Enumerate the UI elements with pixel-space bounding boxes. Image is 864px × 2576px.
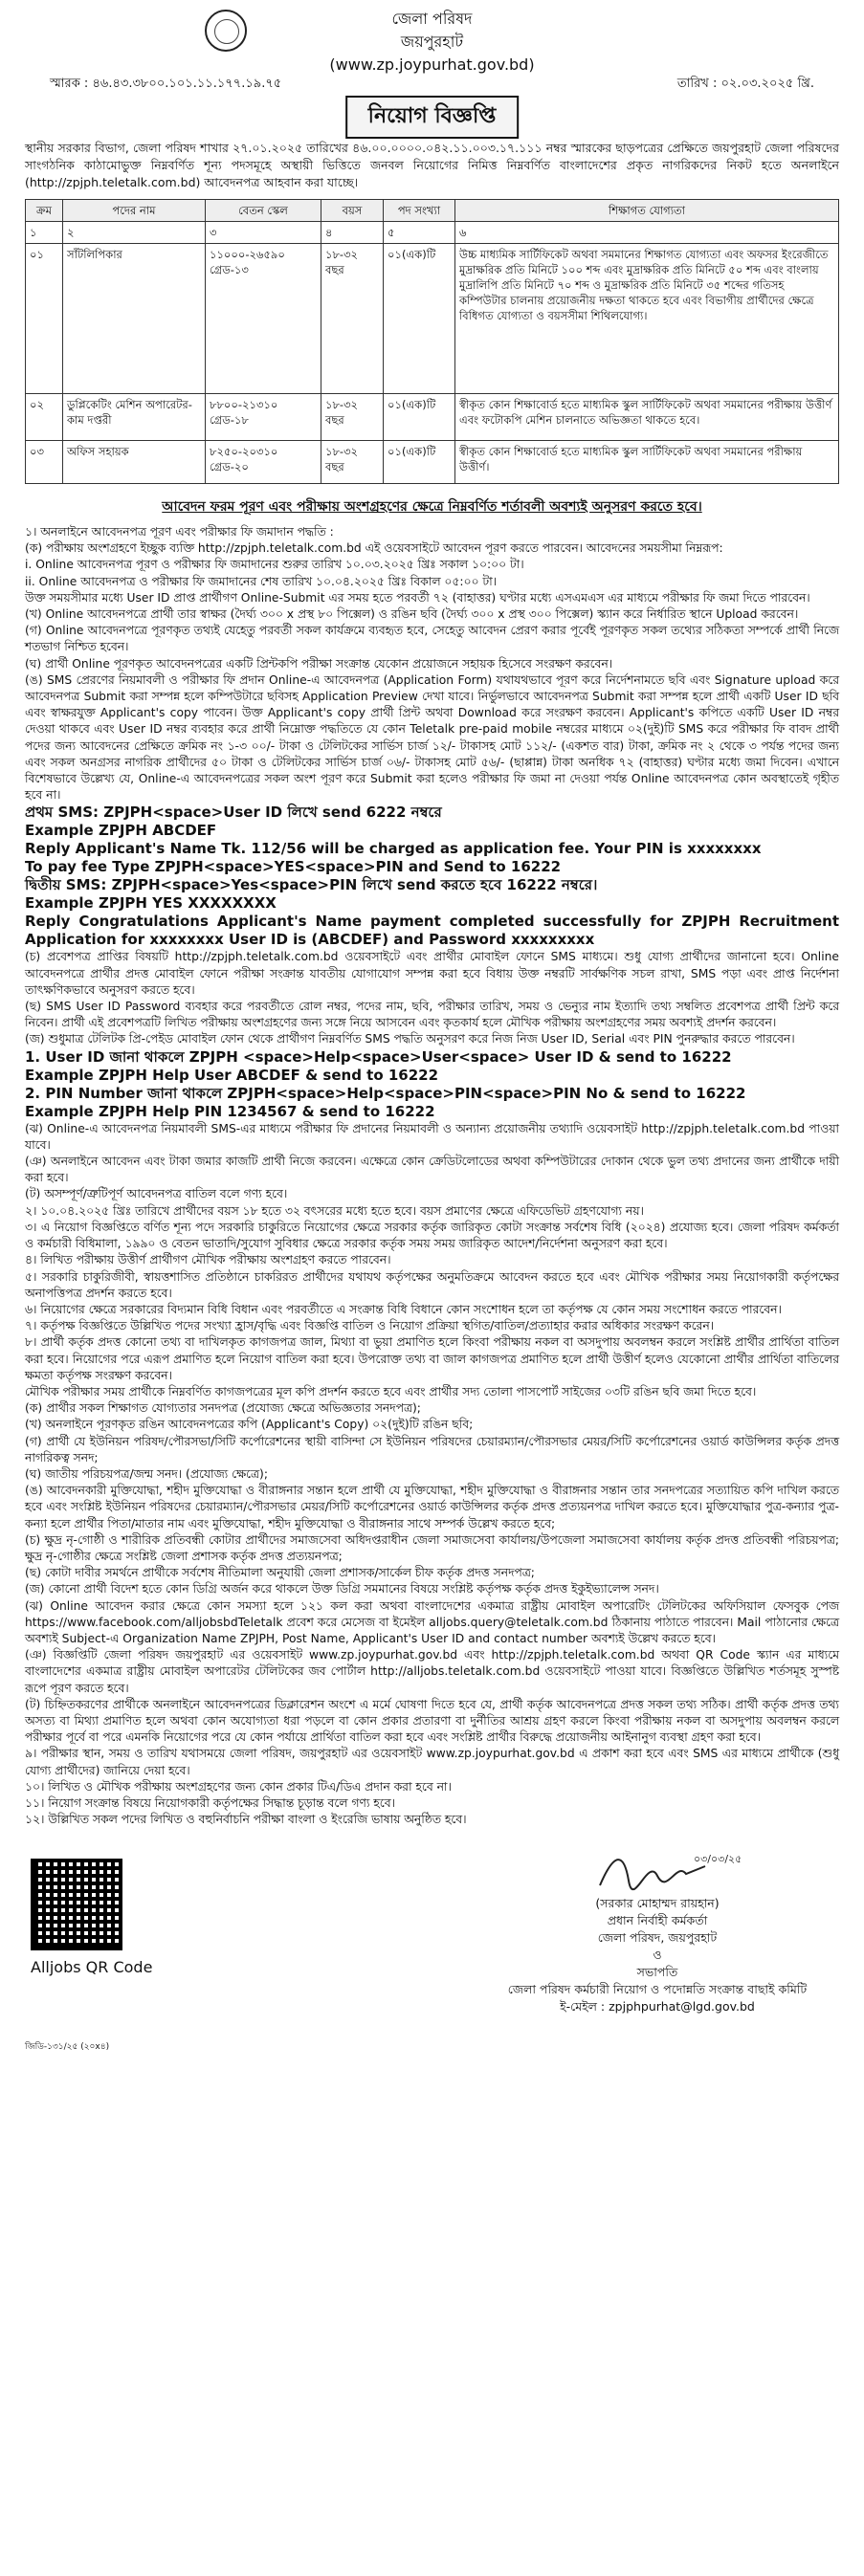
condition-paragraph: (খ) অনলাইনে পূরণকৃত রঙিন আবেদনপত্রের কপি (Applicant's Copy) ০২(দুই)টি রঙিন ছবি;: [25, 1418, 474, 1432]
condition-paragraph: (ছ) কোটা দাবীর সমর্থনে প্রার্থীকে সর্বশেষ নীতিমালা অনুযায়ী জেলা প্রশাসক/সার্কেল চীফ কর্তৃক প্রদত্ত সনদপত্র;: [25, 1566, 535, 1580]
column-number: ১: [26, 222, 63, 244]
handwritten-signature: [504, 1847, 810, 1895]
condition-paragraph: (ট) অসম্পূর্ণ/ত্রুটিপূর্ণ আবেদনপত্র বাতিল বলে গণ্য হবে।: [25, 1187, 288, 1201]
condition-paragraph: ii. Online আবেদনপত্র ও পরীক্ষার ফি জমাদানের শেষ তারিখ ১০.০৪.২০২৫ খ্রিঃ বিকাল ০৫:০০ টা।: [25, 574, 498, 588]
office-website: (www.zp.joypurhat.gov.bd): [329, 55, 535, 74]
column-header: পদের নাম: [63, 200, 206, 222]
serial-cell: ০৩: [26, 441, 63, 484]
condition-paragraph: ৪। লিখিত পরীক্ষায় উত্তীর্ণ প্রার্থীগণ মৌখিক পরীক্ষায় অংশগ্রহণ করতে পারবেন।: [25, 1253, 391, 1267]
table-row: [26, 441, 839, 484]
signatory-email: ই-মেইল : zpjphpurhat@lgd.gov.bd: [560, 1999, 755, 2015]
column-number: ৪: [321, 222, 384, 244]
condition-paragraph: ১১। নিয়োগ সংক্রান্ত বিষয়ে নিয়োগকারী কর্তৃপক্ষের সিদ্ধান্ত চূড়ান্ত বলে গণ্য হবে।: [25, 1796, 395, 1810]
condition-paragraph: i. Online আবেদনপত্র পূরণ ও পরীক্ষার ফি জমাদানের শুরুর তারিখ ১০.০৩.২০২৫ খ্রিঃ সকাল ১০:০০ টা।: [25, 558, 524, 572]
post-name-cell: সাঁটলিপিকার: [63, 244, 206, 394]
issue-date: তারিখ : ০২.০৩.২০২৫ খ্রি.: [676, 77, 814, 91]
condition-paragraph: উক্ত সময়সীমার মধ্যে User ID প্রাপ্ত প্রার্থীগণ Online-Submit এর সময় হতে পরবর্তী ৭২ (বাহাত্তর) ঘণ্টার মধ্যে এসএমএস এর মাধ্যমে পরীক্ষার ফি জমা দিতে পারবেন।: [25, 590, 810, 605]
serial-cell: ০১: [26, 244, 63, 394]
signatory-committee: জেলা পরিষদ কর্মচারী নিয়োগ ও পদোন্নতি সংক্রান্ত বাছাই কমিটি: [507, 1982, 808, 1997]
condition-paragraph: (ঘ) প্রার্থী Online পূরণকৃত আবেদনপত্রের একটি প্রিন্টকপি পরীক্ষা সংক্রান্ত যেকোন প্রয়োজনে সহায়ক হিসেবে সংরক্ষণ করবেন।: [25, 656, 613, 671]
condition-paragraph: ৯। পরীক্ষার স্থান, সময় ও তারিখ যথাসময়ে জেলা পরিষদ, জয়পুরহাট এর ওয়েবসাইট www.zp.joypurhat.gov.bd এ প্রকাশ করা হবে এবং SMS এর মাধ্যমে প্রার্থীকে (শুধু যোগ্য প্রার্থীদের) জানিয়ে দেয়া হবে।: [25, 1747, 839, 1777]
conditions-heading: আবেদন ফরম পূরণ এবং পরীক্ষায় অংশগ্রহণের ক্ষেত্রে নিম্নবর্ণিত শর্তাবলী অবশ্যই অনুসরণ করতে হবে।: [162, 499, 702, 515]
table-row: [26, 244, 839, 394]
post-name-cell: ডুপ্লিকেটিং মেশিন অপারেটর-কাম দপ্তরী: [63, 394, 206, 441]
condition-paragraph: ৩। এ নিয়োগ বিজ্ঞপ্তিতে বর্ণিত শূন্য পদে সরকারি চাকুরিতে নিয়োগের ক্ষেত্রে সরকার কর্তৃক জারিকৃত কোটা সংক্রান্ত সর্বশেষ বিধি (২০২৪) প্রযোজ্য হবে। জেলা পরিষদ কর্মকর্তা ও কর্মচারী বিধিমালা, ১৯৯০ ও বেতন ভাতাদি/সুযোগ সুবিধার ক্ষেত্রে সরকার কর্তৃক সময় সময় জারিকৃত আদেশ/নির্দেশনা অনুসরণ করা হবে।: [25, 1220, 839, 1251]
condition-paragraph: (ঙ) আবেদনকারী মুক্তিযোদ্ধা, শহীদ মুক্তিযোদ্ধা ও বীরাঙ্গনার সন্তান হলে প্রার্থী যে মুক্তিযোদ্ধা, শহীদ মুক্তিযোদ্ধা ও বীরাঙ্গনার সন্তান তার সনদপত্রের সত্যায়িত কপি দাখিল করতে হবে এবং সংশ্লিষ্ট ইউনিয়ন পরিষদের চেয়ারম্যান/পৌরসভার মেয়র/সিটি কর্পোরেশনের ওয়ার্ড কাউন্সিলর কর্তৃক প্রদত্ত প্রত্যয়নপত্র দাখিল করতে হবে। মুক্তিযোদ্ধার পুত্র-কন্যার পুত্র-কন্যা হলে প্রার্থীর পিতা/মাতার নাম এবং মুক্তিযোদ্ধা, শহীদ মুক্তিযোদ্ধা ও বীরাঙ্গনার সাথে সম্পর্ক উল্লেখ করতে হবে;: [25, 1484, 839, 1530]
condition-paragraph: ৫। সরকারি চাকুরিজীবী, স্বায়ত্তশাসিত প্রতিষ্ঠানে চাকরিরত প্রার্থীদের যথাযথ কর্তৃপক্ষের অনুমতিক্রমে আবেদন করতে হবে এবং মৌখিক পরীক্ষার সময় নিয়োগকারী কর্তৃপক্ষের অনাপত্তিপত্র প্রদর্শন করতে হবে।: [25, 1269, 839, 1300]
column-number: ৬: [455, 222, 839, 244]
signature-area: [25, 1847, 839, 2058]
condition-paragraph: (ক) প্রার্থীর সকল শিক্ষাগত যোগ্যতার সনদপত্র (প্রযোজ্য ক্ষেত্রে অভিজ্ঞতার সনদপত্র);: [25, 1401, 421, 1416]
condition-paragraph: (ঘ) জাতীয় পরিচয়পত্র/জন্ম সনদ। (প্রযোজ্য ক্ষেত্রে);: [25, 1466, 268, 1481]
condition-paragraph: Example ZPJPH Help User ABCDEF & send to 16222: [25, 1066, 439, 1084]
pay-scale-cell: ১১০০০-২৬৫৯০ গ্রেড-১৩: [206, 244, 321, 394]
qr-code-label: Alljobs QR Code: [31, 1958, 153, 1977]
vacancy-cell: ০১(এক)টি: [384, 441, 455, 484]
age-cell: ১৮-৩২ বছর: [321, 244, 384, 394]
condition-paragraph: (জ) কোনো প্রার্থী বিদেশ হতে কোন ডিগ্রি অর্জন করে থাকলে উক্ত ডিগ্রি সমমানের বিষয়ে সংশ্লিষ্ট কর্তৃপক্ষ কর্তৃক প্রদত্ত ইকুইভ্যালেন্স সনদ।: [25, 1582, 659, 1596]
condition-paragraph: (গ) প্রার্থী যে ইউনিয়ন পরিষদ/পৌরসভা/সিটি কর্পোরেশনের স্থায়ী বাসিন্দা সে ইউনিয়ন পরিষদের চেয়ারম্যান/পৌরসভার মেয়র/সিটি কর্পোরেশনের ওয়ার্ড কাউন্সিলর কর্তৃক প্রদত্ত নাগরিকত্ব সনদ;: [25, 1434, 839, 1464]
condition-paragraph: (চ) ক্ষুদ্র নৃ-গোষ্ঠী ও শারীরিক প্রতিবন্ধী কোটার প্রার্থীদের সমাজসেবা অধিদপ্তরাধীন জেলা সমাজসেবা কার্যালয়/উপজেলা সমাজসেবা কার্যালয় কর্তৃক প্রদত্ত প্রতিবন্ধী পরিচয়পত্র; ক্ষুদ্র নৃ-গোষ্ঠীর ক্ষেত্রে সংশ্লিষ্ট জেলা প্রশাসক কর্তৃক প্রদত্ত প্রত্যয়নপত্র;: [25, 1532, 839, 1563]
condition-paragraph: 1. User ID জানা থাকলে ZPJPH <space>Help<space>User<space> User ID & send to 16222: [25, 1047, 732, 1066]
condition-paragraph: প্রথম SMS: ZPJPH<space>User ID লিখে send 6222 নম্বরে: [25, 804, 442, 822]
serial-cell: ০২: [26, 394, 63, 441]
print-footnote: জিডি-১৩১/২৫ (২০x৪): [25, 2042, 110, 2053]
posts-table: [25, 199, 839, 484]
condition-paragraph: মৌখিক পরীক্ষার সময় প্রার্থীকে নিম্নবর্ণিত কাগজপত্রের মূল কপি প্রদর্শন করতে হবে এবং প্রার্থীর সদ্য তোলা পাসপোর্ট সাইজের ০৩টি রঙিন ছবি জমা দিতে হবে।: [25, 1384, 757, 1398]
table-row: [26, 394, 839, 441]
condition-paragraph: (খ) Online আবেদনপত্রে প্রার্থী তার স্বাক্ষর (দৈর্ঘ্য ৩০০ x প্রস্থ ৮০ পিক্সেল) ও রঙিন ছবি (দৈর্ঘ্য ৩০০ x প্রস্থ ৩০০ পিক্সেল) স্ক্যান করে নির্ধারিত স্থানে Upload করবেন।: [25, 607, 799, 622]
memo-number: স্মারক : ৪৬.৪৩.৩৮০০.১০১.১১.১৭৭.১৯.৭৫: [50, 77, 282, 91]
condition-paragraph: (গ) Online আবেদনপত্রে পূরণকৃত তথ্যই যেহেতু পরবর্তী সকল কার্যক্রমে ব্যবহৃত হবে, সেহেতু আবেদন প্রেরণ করার পূর্বেই পূরণকৃত সকল তথ্যের সঠিকতা সম্পর্কে প্রার্থী নিজে শতভাগ নিশ্চিত হবেন।: [25, 624, 839, 654]
qr-code-icon: [31, 1859, 122, 1950]
condition-paragraph: (ঞ) অনলাইনে আবেদন এবং টাকা জমার কাজটি প্রার্থী নিজে করবেন। এক্ষেত্রে কোন ক্রেডিটলোডের অথবা কম্পিউটারের দোকান থেকে ভুল তথ্য প্রদানের জন্য প্রার্থীকে দায়ী করা হবে।: [25, 1155, 839, 1185]
signatory-office: জেলা পরিষদ, জয়পুরহাট: [597, 1930, 718, 1946]
post-name-cell: অফিস সহায়ক: [63, 441, 206, 484]
intro-paragraph: স্থানীয় সরকার বিভাগ, জেলা পরিষদ শাখার ২৭.০১.২০২৫ তারিখের ৪৬.০০.০০০০.০৪২.১১.০০৩.১৭.১১১ নম্বর স্মারকের ছাড়পত্রের প্রেক্ষিতে জয়পুরহাট জেলা পরিষদের সাংগঠনিক কাঠামোভুক্ত নিম্নবর্ণিত শূন্য পদসমূহে অস্থায়ী ভিত্তিতে জনবল নিয়োগের নিমিত্ত নিম্নবর্ণিত বাংলাদেশের প্রকৃত নাগরিকদের নিকট হতে অনলাইনে (http://zpjph.teletalk.com.bd) আবেদনপত্র আহবান করা যাচ্ছে।: [25, 141, 839, 189]
table-header-row: [26, 200, 839, 222]
condition-paragraph: Example ZPJPH ABCDEF: [25, 822, 217, 840]
column-number: ৩: [206, 222, 321, 244]
condition-paragraph: ৮। প্রার্থী কর্তৃক প্রদত্ত কোনো তথ্য বা দাখিলকৃত কাগজপত্র জাল, মিথ্যা বা ভুয়া প্রমাণিত হলে কিংবা পরীক্ষায় নকল বা অসদুপায় অবলম্বন করলে সংশ্লিষ্ট প্রার্থীর প্রার্থিতা বাতিল করা হবে। নিয়োগের পরে এরূপ প্রমাণিত হলে নিয়োগ বাতিল করা হবে। উপরোক্ত তথ্য বা জাল কাগজপত্র প্রমাণিত হলে প্রার্থী উত্তীর্ণ হলেও যেকোনো প্রার্থীর প্রার্থিতা বাতিলের ক্ষমতা কর্তৃপক্ষ সংরক্ষণ করবেন।: [25, 1335, 839, 1382]
condition-paragraph: (ক) পরীক্ষায় অংশগ্রহণে ইচ্ছুক ব্যক্তি http://zpjph.teletalk.com.bd এই ওয়েবসাইটে আবেদন পূরণ করতে পারবেন। আবেদনের সময়সীমা নিম্নরূপ:: [25, 541, 723, 556]
vacancy-cell: ০১(এক)টি: [384, 394, 455, 441]
column-header: শিক্ষাগত যোগ্যতা: [455, 200, 839, 222]
age-cell: ১৮-৩২ বছর: [321, 441, 384, 484]
condition-paragraph: (ঙ) SMS প্রেরণের নিয়মাবলী ও পরীক্ষার ফি প্রদান Online-এ আবেদনপত্র (Application Form) যথাযথভাবে পূরণ করে নির্দেশনামতে ছবি এবং Signature upload করে আবেদনপত্র Submit করা সম্পন্ন হলে কম্পিউটারে ছবিসহ Application Preview দেখা যাবে। নির্ভুলভাবে আবেদনপত্র Submit করা সম্পন্ন হলে প্রার্থী একটি User ID ছবি এবং স্বাক্ষরযুক্ত Applicant's copy পাবেন। উক্ত Applicant's copy প্রার্থী প্রিন্ট অথবা Download করে সংরক্ষণ করবেন। Applicant's কপিতে একটি User ID নম্বর দেওয়া থাকবে এবং User ID নম্বর ব্যবহার করে প্রার্থী নিম্নোক্ত পদ্ধতিতে যে কোন Teletalk pre-paid mobile নম্বরের মাধ্যমে ০২(দুই)টি SMS করে পরীক্ষার ফি বাবদ প্রার্থী পদের জন্য আবেদনের প্রেক্ষিতে ক্রমিক নং ১-৩ ০০/- টাকা ও টেলিটকের সার্ভিস চার্জ ১২/- টাকাসহ মোট ১১২/- (একশত বার) টাকা, ক্রমিক নং ২ থেকে ৩ পর্যন্ত পদের জন্য এবং সকল অনগ্রসর নাগরিক প্রার্থীদের ৫০ টাকা ও টেলিটকের সার্ভিস চার্জ ০৬/- টাকাসহ মোট ৫৬/- (ছাপ্পান্ন) টাকা অনধিক ৭২ (বাহাত্তর) ঘণ্টার মধ্যে জমা দিবেন। এখানে বিশেষভাবে উল্লেখ্য যে, Online-এ আবেদনপত্রের সকল অংশ পূরণ করে Submit করা হলেও পরীক্ষার ফি জমা না দেওয়া পর্যন্ত Online আবেদনপত্র কোন অবস্থাতেই গৃহীত হবে না।: [25, 672, 839, 803]
column-header: বয়স: [321, 200, 384, 222]
condition-paragraph: (ট) চিহ্নিতকরণের প্রার্থীকে অনলাইনে আবেদনপত্রের ডিক্লারেশন অংশে এ মর্মে ঘোষণা দিতে হবে যে, প্রার্থী কর্তৃক আবেদনপত্রে প্রদত্ত সকল তথ্য সঠিক। প্রার্থী কর্তৃক প্রদত্ত তথ্য অসত্য বা মিথ্যা প্রমাণিত হলে অথবা কোন অযোগ্যতা ধরা পড়লে বা কোন প্রকার প্রতারণা বা দুর্নীতির আশ্রয় গ্রহণ করলে কিংবা পরীক্ষায় নকল বা অসদুপায় অবলম্বন করলে পরীক্ষার পূর্বে বা পরে এমনকি নিয়োগের পরে যে কোন পর্যায়ে প্রার্থিতা বাতিল করা হবে এবং সংশ্লিষ্ট প্রার্থীর বিরুদ্ধে প্রয়োজনীয় আইনানুগ ব্যবস্থা গ্রহণ করা হবে।: [25, 1697, 839, 1745]
qualification-cell: উচ্চ মাধ্যমিক সার্টিফিকেট অথবা সমমানের শিক্ষাগত যোগ্যতা এবং অফসর ইংরেজীতে মুদ্রাক্ষরিক প্রতি মিনিটে ১০০ শব্দ এবং মুদ্রাক্ষরিক প্রতি মিনিটে ৫০ শব্দ এবং বাংলায় মুদ্রালিপি প্রতি মিনিটে ৭০ শব্দ ও মুদ্রাক্ষরিক প্রতি মিনিটে ৩৫ শব্দের গতিসহ কম্পিউটার চালনায় প্রয়োজনীয় দক্ষতা থাকতে হবে এবং বিভাগীয় প্রার্থীদের ক্ষেত্রে বিধিগত যোগ্যতা ও বয়সসীমা শিথিলযোগ্য।: [455, 244, 839, 394]
condition-paragraph: Example ZPJPH YES XXXXXXXX: [25, 894, 277, 913]
condition-paragraph: (ঝ) Online-এ আবেদনপত্র নিয়মাবলী SMS-এর মাধ্যমে পরীক্ষার ফি প্রদানের নিয়মাবলী ও অন্যান্য প্রয়োজনীয় তথ্যাদি ওয়েবসাইট http://zpjph.teletalk.com.bd পাওয়া যাবে।: [25, 1121, 839, 1152]
condition-paragraph: Reply Applicant's Name Tk. 112/56 will be charged as application fee. Your PIN is xxxxxxxx: [25, 840, 762, 858]
condition-paragraph: ১০। লিখিত ও মৌখিক পরীক্ষায় অংশগ্রহণের জন্য কোন প্রকার টিএ/ডিএ প্রদান করা হবে না।: [25, 1779, 452, 1794]
condition-paragraph: To pay fee Type ZPJPH<space>YES<space>PIN and Send to 16222: [25, 858, 562, 876]
condition-paragraph: ২। ১০.০৪.২০২৫ খ্রিঃ তারিখে প্রার্থীদের বয়স ১৮ হতে ৩২ বৎসরের মধ্যে হতে হবে। বয়স প্রমাণের ক্ষেত্রে এফিডেভিট গ্রহণযোগ্য নয়।: [25, 1203, 644, 1218]
condition-paragraph: ১। অনলাইনে আবেদনপত্র পূরণ এবং পরীক্ষার ফি জমাদান পদ্ধতি :: [25, 525, 334, 539]
condition-paragraph: (ছ) SMS User ID Password ব্যবহার করে পরবর্তীতে রোল নম্বর, পদের নাম, ছবি, পরীক্ষার তারিখ, সময় ও ভেন্যুর নাম ইত্যাদি তথ্য সম্বলিত প্রবেশপত্র প্রার্থী প্রিন্ট করে নিবেন। প্রার্থী এই প্রবেশপত্রটি লিখিত পরীক্ষায় অংশগ্রহণের জন্য সঙ্গে নিয়ে আসবেন এবং কৃতকার্য হলে মৌখিক পরীক্ষায় অংশগ্রহণের সময় অবশ্যই প্রদর্শন করবেন।: [25, 1000, 839, 1030]
condition-paragraph: (চ) প্রবেশপত্র প্রাপ্তির বিষয়টি http://zpjph.teletalk.com.bd ওয়েবসাইটে এবং প্রার্থীর মোবাইল ফোনে SMS মাধ্যমে। শুধু যোগ্য প্রার্থীদের জানানো হবে। Online আবেদনপত্রে প্রার্থীর প্রদত্ত মোবাইল ফোনে পরীক্ষা সংক্রান্ত যাবতীয় যোগাযোগ সম্পন্ন করা হবে বিধায় উক্ত নম্বরটি সার্বক্ষণিক সচল রাখা, SMS পড়া এবং প্রাপ্ত নির্দেশনা তাৎক্ষণিকভাবে অনুসরণ করতে হবে।: [25, 950, 839, 997]
column-header: বেতন স্কেল: [206, 200, 321, 222]
condition-paragraph: Reply Congratulations Applicant's Name payment completed successfully for ZPJPH Recruitment Application for xxxxxxxx User ID is (ABCDEF) and Password xxxxxxxxx: [25, 913, 839, 949]
column-number: ৫: [384, 222, 455, 244]
pay-scale-cell: ৮২৫০-২০৩১০ গ্রেড-২০: [206, 441, 321, 484]
condition-paragraph: (জ) শুধুমাত্র টেলিটক প্রি-পেইড মোবাইল ফোন থেকে প্রার্থীগণ নিম্নবর্ণিত SMS পদ্ধতি অনুসরণ করে নিজ নিজ User ID, Serial এবং PIN পুনরুদ্ধার করতে পারবেন।: [25, 1032, 795, 1046]
condition-paragraph: ১২। উল্লিখিত সকল পদের লিখিত ও বহুনির্বাচনি পরীক্ষা বাংলা ও ইংরেজি ভাষায় অনুষ্ঠিত হবে।: [25, 1813, 467, 1827]
condition-paragraph: Example ZPJPH Help PIN 1234567 & send to 16222: [25, 1102, 435, 1120]
table-number-row: [26, 222, 839, 244]
signature-scribble-icon: [562, 1847, 753, 1895]
condition-paragraph: (ঞ) বিজ্ঞপ্তিটি জেলা পরিষদ জয়পুরহাট এর ওয়েবসাইট www.zp.joypurhat.gov.bd এবং http://zpjph.teletalk.com.bd অথবা QR Code স্ক্যান এর মাধ্যমে বাংলাদেশের একমাত্র রাষ্ট্রীয় মোবাইল অপারেটর টেলিটকের জব পোর্টাল http://alljobs.teletalk.com.bd ওয়েবসাইটে পাওয়া যাবে। বিজ্ঞপ্তিতে উল্লিখিত শর্তসমূহ সুস্পষ্ট রূপে পূরণ করতে হবে।: [25, 1648, 839, 1695]
qualification-cell: স্বীকৃত কোন শিক্ষাবোর্ড হতে মাধ্যমিক স্কুল সার্টিফিকেট অথবা সমমানের পরীক্ষায় উত্তীর্ণ এবং ফটোকপি মেশিন চালনাতে অভিজ্ঞতা থাকতে হবে।: [455, 394, 839, 441]
vacancy-cell: ০১(এক)টি: [384, 244, 455, 394]
notice-title: নিয়োগ বিজ্ঞপ্তি: [345, 96, 520, 139]
signatory-name: (সরকার মোহাম্মদ রায়হান): [595, 1896, 720, 1911]
condition-paragraph: দ্বিতীয় SMS: ZPJPH<space>Yes<space>PIN লিখে send করতে হবে 16222 নম্বরে।: [25, 876, 598, 894]
office-name: জেলা পরিষদ: [391, 10, 473, 28]
age-cell: ১৮-৩২ বছর: [321, 394, 384, 441]
signatory-and: ও: [653, 1948, 662, 1963]
office-district: জয়পুরহাট: [400, 33, 464, 51]
document-header: [25, 0, 839, 128]
condition-paragraph: ৭। কর্তৃপক্ষ বিজ্ঞপ্তিতে উল্লিখিত পদের সংখ্যা হ্রাস/বৃদ্ধি এবং বিজ্ঞপ্তি বাতিল ও নিয়োগ প্রক্রিয়া স্থগিত/বাতিল/প্রত্যাহার করার অধিকার সংরক্ষণ করেন।: [25, 1319, 715, 1333]
signatory-role: সভাপতি: [636, 1965, 678, 1980]
column-number: ২: [63, 222, 206, 244]
signature-block: [504, 1847, 810, 2015]
office-name-block: [25, 8, 839, 77]
signatory-title: প্রধান নির্বাহী কর্মকর্তা: [607, 1913, 708, 1928]
condition-paragraph: 2. PIN Number জানা থাকলে ZPJPH<space>Help<space>PIN<space>PIN No & send to 16222: [25, 1084, 746, 1102]
signature-date: ০৩/০৩/২৫: [694, 1853, 742, 1866]
condition-paragraph: ৬। নিয়োগের ক্ষেত্রে সরকারের বিদ্যমান বিধি বিধান এবং পরবর্তীতে এ সংক্রান্ত বিধি বিধানে কোন সংশোধন হলে তা কর্তৃপক্ষ যে কোন সময় সংশোধন করতে পারবেন।: [25, 1302, 782, 1316]
pay-scale-cell: ৮৮০০-২১৩১০ গ্রেড-১৮: [206, 394, 321, 441]
column-header: ক্রম: [26, 200, 63, 222]
qualification-cell: স্বীকৃত কোন শিক্ষাবোর্ড হতে মাধ্যমিক স্কুল সার্টিফিকেট অথবা সমমানের পরীক্ষায় উত্তীর্ণ।: [455, 441, 839, 484]
conditions-body: [25, 524, 839, 1828]
column-header: পদ সংখ্যা: [384, 200, 455, 222]
condition-paragraph: (ঝ) Online আবেদন করার ক্ষেত্রে কোন সমস্যা হলে ১২১ কল করা অথবা বাংলাদেশের একমাত্র রাষ্ট্রীয় মোবাইল অপারেটিং টেলিটকের অফিসিয়াল ফেসবুক পেজ https://www.facebook.com/alljobsbdTeletalk প্রবেশ করে মেসেজ বা ইমেইল alljobs.query@teletalk.com.bd ঠিকানায় পাঠাতে পারবেন। Mail পাঠানোর ক্ষেত্রে অবশ্যই Subject-এ Organization Name ZPJPH, Post Name, Applicant's User ID and contact number অবশ্যই উল্লেখ করতে হবে।: [25, 1598, 839, 1645]
